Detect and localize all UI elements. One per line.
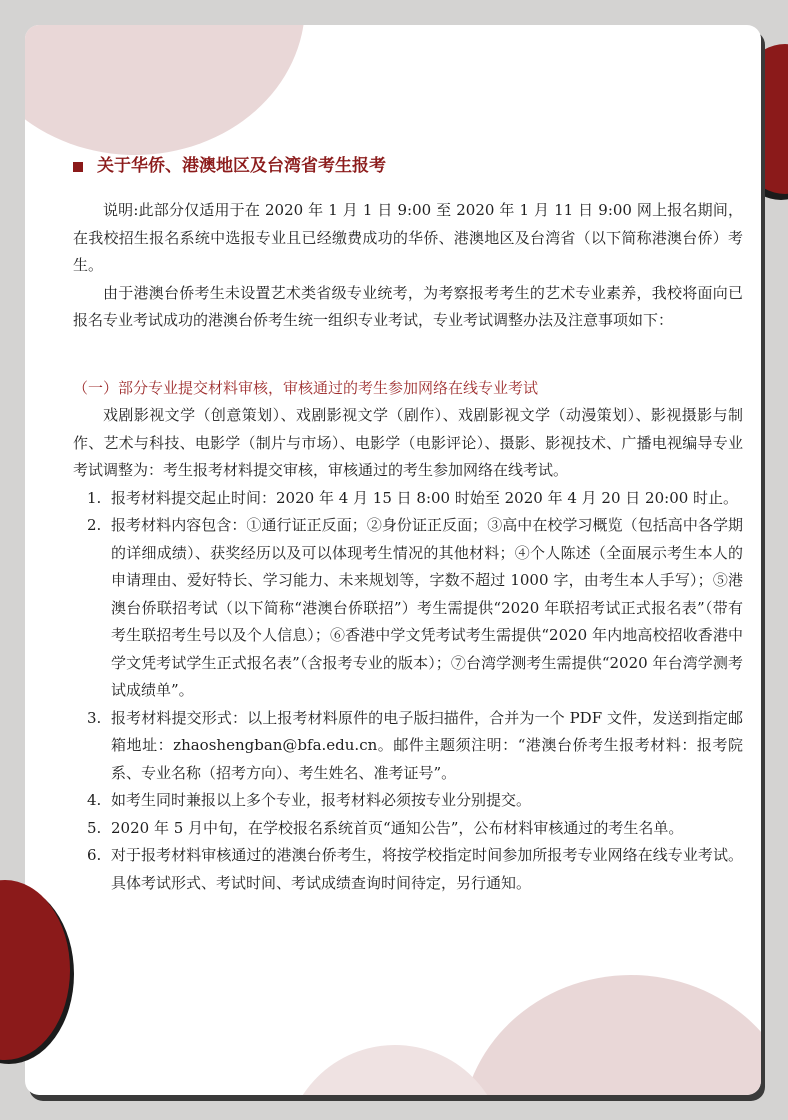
list-item-text: 报考材料提交起止时间：2020 年 4 月 15 日 8:00 时始至 2020 年 4 月 20 日 20:00 时止。: [111, 488, 739, 507]
page-card: [25, 25, 761, 1095]
subsection-title: （一）部分专业提交材料审核，审核通过的考生参加网络在线专业考试: [73, 378, 539, 397]
list-item: [87, 512, 743, 705]
list-item-text: 对于报考材料审核通过的港澳台侨考生，将按学校指定时间参加所报考专业网络在线专业考试。具体考试形式、考试时间、考试成绩查询时间待定，另行通知。: [111, 846, 743, 892]
section-heading: [73, 153, 743, 181]
list-item: [87, 815, 743, 843]
decorative-blob-bottom-right: [461, 975, 761, 1095]
list-item-text: 报考材料提交形式：以上报考材料原件的电子版扫描件，合并为一个 PDF 文件，发送到指定邮箱地址：zhaoshengban@bfa.edu.cn。邮件主题须注明：“港澳台侨考生报考材料：报考院系、专业名称（招考方向）、考生姓名、准考证号”。: [111, 708, 743, 782]
list-item-number: 4.: [87, 791, 102, 809]
heading-text: 关于华侨、港澳地区及台湾省考生报考: [97, 156, 386, 177]
list-item-number: 3.: [87, 708, 102, 727]
list-item-number: 5.: [87, 818, 102, 837]
list-item-number: 1.: [87, 488, 102, 507]
list-item-text: 如考生同时兼报以上多个专业，报考材料必须按专业分别提交。: [111, 791, 532, 809]
subsection-intro: 戏剧影视文学（创意策划）、戏剧影视文学（剧作）、戏剧影视文学（动漫策划）、影视摄影与制作、艺术与科技、电影学（制片与市场）、电影学（电影评论）、摄影、影视技术、广播电视编导专业考试调整为：考生报考材料提交审核，审核通过的考生参加网络在线考试。: [73, 406, 743, 479]
list-item-text: 2020 年 5 月中旬，在学校报名系统首页“通知公告”，公布材料审核通过的考生名单。: [111, 818, 684, 837]
list-item-number: 2.: [87, 516, 102, 534]
list-item: [87, 787, 743, 815]
list-item: [87, 842, 743, 897]
list-item: [87, 485, 743, 513]
list-item: [87, 705, 743, 788]
intro-paragraph-2: 由于港澳台侨考生未设置艺术类省级专业统考，为考察报考考生的艺术专业素养，我校将面向已报名专业考试成功的港澳台侨考生统一组织专业考试，专业考试调整办法及注意事项如下：: [73, 283, 743, 329]
list-item-number: 6.: [87, 846, 102, 864]
document-body: [73, 153, 743, 897]
square-bullet-icon: [73, 162, 83, 172]
intro-paragraph-1: 说明:此部分仅适用于在 2020 年 1 月 1 日 9:00 至 2020 年 1 月 11 日 9:00 网上报名期间，在我校招生报名系统中选报专业且已经缴费成功的华侨、港澳地区及台湾省（以下简称港澳台侨）考生。: [73, 201, 743, 274]
decorative-blob-bottom-center: [285, 1045, 505, 1095]
list-item-text: 报考材料内容包含：①通行证正反面；②身份证正反面；③高中在校学习概览（包括高中各学期的详细成绩）、获奖经历以及可以体现考生情况的其他材料；④个人陈述（全面展示考生本人的申请理由、爱好特长、学习能力、未来规划等，字数不超过 1000 字，由考生本人手写）；⑤港澳台侨联招考试（以下简称“港澳台侨联招”）考生需提供“2020 年联招考试正式报名表”（带有考生联招考生号以及个人信息）；⑥香港中学文凭考试考生需提供“2020 年内地高校招收香港中学文凭考试学生正式报名表”（含报考专业的版本）；⑦台湾学测考生需提供“2020 年台湾学测考试成绩单”。: [111, 516, 743, 699]
requirements-list: [73, 485, 743, 898]
decorative-blob-top-left: [25, 25, 305, 155]
